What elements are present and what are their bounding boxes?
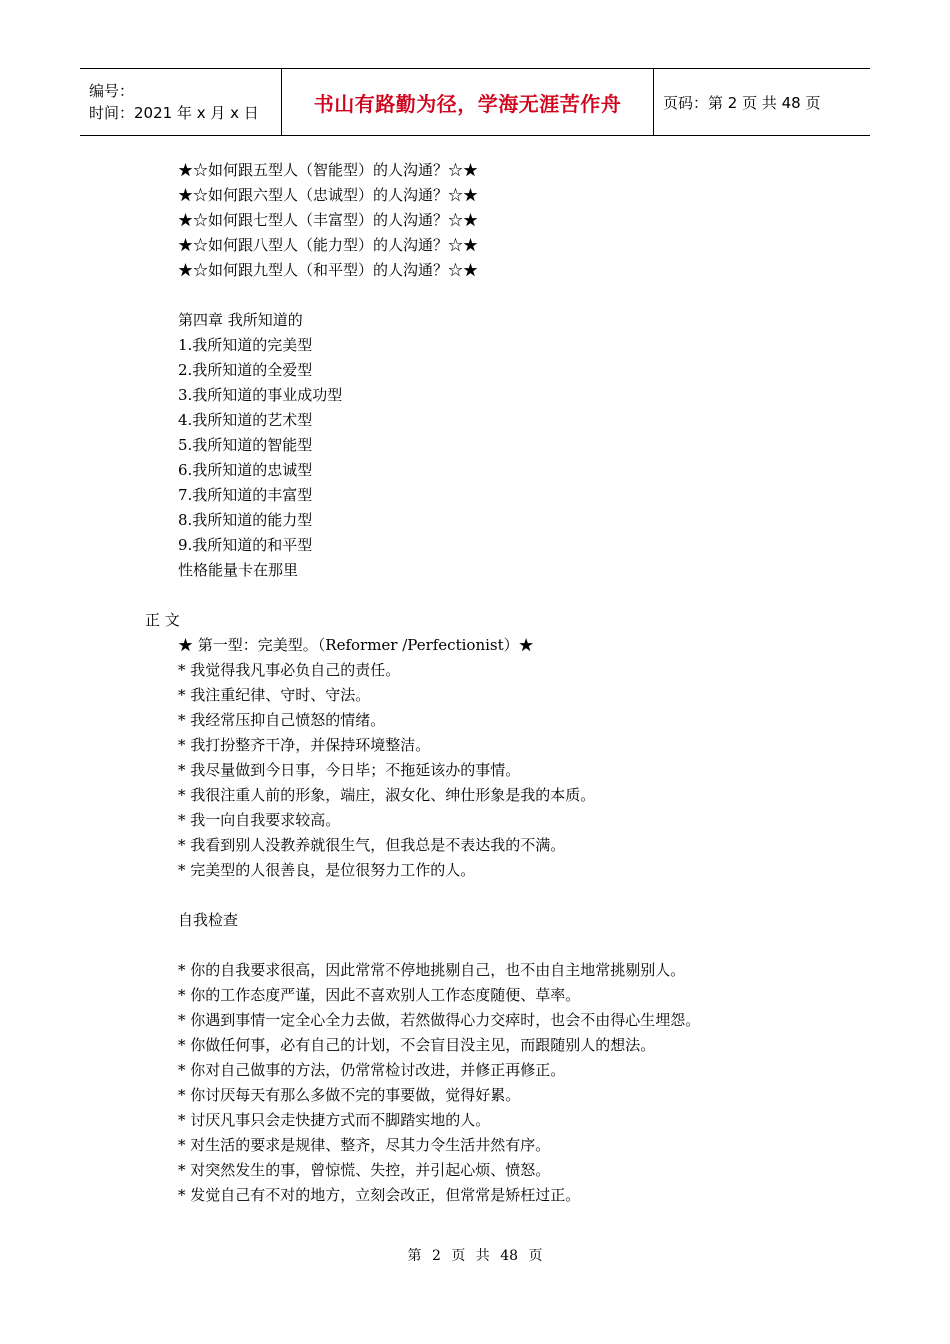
footer-word: 共 — [475, 1248, 490, 1264]
number-label: 编号： — [89, 82, 135, 100]
chapter-item: 8.我所知道的能力型 — [178, 511, 313, 529]
trait-item: * 我觉得我凡事必负自己的责任。 — [178, 661, 401, 679]
page-label: 页码：第 2 页 共 48 页 — [663, 93, 821, 112]
motto: 书山有路勤为径，学海无涯苦作舟 — [313, 91, 622, 116]
time-label: 时间：2021 年 x 月 x 日 — [89, 104, 259, 122]
self-check-item: * 对突然发生的事，曾惊慌、失控，并引起心烦、愤怒。 — [178, 1161, 551, 1179]
self-check-item: * 发觉自己有不对的地方，立刻会改正，但常常是矫枉过正。 — [178, 1186, 581, 1204]
chapter-item: 1.我所知道的完美型 — [178, 336, 313, 354]
self-check-item: * 对生活的要求是规律、整齐，尽其力令生活井然有序。 — [178, 1136, 551, 1154]
self-check-item: * 你对自己做事的方法，仍常常检讨改进，并修正再修正。 — [178, 1061, 566, 1079]
footer-page-number: 2 — [431, 1248, 441, 1264]
self-check-title: 自我检查 — [178, 911, 239, 929]
chapter-title: 第四章 我所知道的 — [178, 311, 303, 329]
self-check-item: * 讨厌凡事只会走快捷方式而不脚踏实地的人。 — [178, 1111, 491, 1129]
toc-line: ★☆如何跟六型人（忠诚型）的人沟通？☆★ — [178, 186, 479, 204]
toc-line: ★☆如何跟五型人（智能型）的人沟通？☆★ — [178, 161, 479, 179]
chapter-item: 5.我所知道的智能型 — [178, 436, 313, 454]
header-motto-cell — [282, 69, 654, 135]
footer-word: 第 — [407, 1248, 422, 1264]
header-page-cell — [654, 69, 870, 135]
trait-item: * 我经常压抑自己愤怒的情绪。 — [178, 711, 386, 729]
trait-item: * 完美型的人很善良，是位很努力工作的人。 — [178, 861, 476, 879]
trait-item: * 我很注重人前的形象，端庄，淑女化、绅仕形象是我的本质。 — [178, 786, 596, 804]
trait-item: * 我看到别人没教养就很生气，但我总是不表达我的不满。 — [178, 836, 566, 854]
trait-item: * 我尽量做到今日事，今日毕；不拖延该办的事情。 — [178, 761, 521, 779]
trait-item: * 我注重纪律、守时、守法。 — [178, 686, 371, 704]
trait-item: * 我一向自我要求较高。 — [178, 811, 341, 829]
self-check-item: * 你做任何事，必有自己的计划，不会盲目没主见，而跟随别人的想法。 — [178, 1036, 656, 1054]
footer-word: 页 — [528, 1248, 543, 1264]
chapter-item: 性格能量卡在那里 — [178, 561, 299, 579]
chapter-item: 6.我所知道的忠诚型 — [178, 461, 313, 479]
toc-line: ★☆如何跟七型人（丰富型）的人沟通？☆★ — [178, 211, 479, 229]
chapter-item: 2.我所知道的全爱型 — [178, 361, 313, 379]
main-heading: 正 文 — [145, 611, 180, 629]
self-check-item: * 你的自我要求很高，因此常常不停地挑剔自己，也不由自主地常挑剔别人。 — [178, 961, 686, 979]
footer-total-pages: 48 — [500, 1248, 519, 1264]
type-title: ★ 第一型：完美型。（Reformer /Perfectionist）★ — [178, 636, 534, 654]
header-meta — [80, 69, 282, 135]
page-footer — [0, 1245, 950, 1265]
toc-line: ★☆如何跟八型人（能力型）的人沟通？☆★ — [178, 236, 479, 254]
toc-line: ★☆如何跟九型人（和平型）的人沟通？☆★ — [178, 261, 479, 279]
chapter-item: 7.我所知道的丰富型 — [178, 486, 313, 504]
chapter-item: 3.我所知道的事业成功型 — [178, 386, 343, 404]
page-header — [80, 68, 870, 136]
trait-item: * 我打扮整齐干净，并保持环境整洁。 — [178, 736, 431, 754]
chapter-item: 4.我所知道的艺术型 — [178, 411, 313, 429]
footer-word: 页 — [451, 1248, 466, 1264]
self-check-item: * 你讨厌每天有那么多做不完的事要做，觉得好累。 — [178, 1086, 521, 1104]
chapter-item: 9.我所知道的和平型 — [178, 536, 313, 554]
self-check-item: * 你遇到事情一定全心全力去做，若然做得心力交瘁时，也会不由得心生埋怨。 — [178, 1011, 701, 1029]
self-check-item: * 你的工作态度严谨，因此不喜欢别人工作态度随便、草率。 — [178, 986, 581, 1004]
